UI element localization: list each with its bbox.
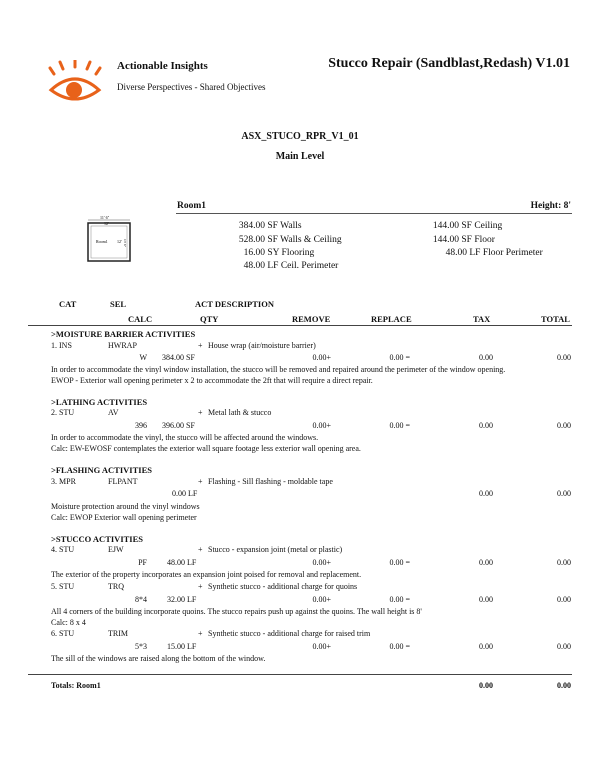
measurement-label: SF Walls xyxy=(267,221,302,231)
line-item-sel: AV xyxy=(108,408,119,417)
line-item-remove: 0.00+ xyxy=(312,642,331,651)
company-name: Actionable Insights xyxy=(117,60,208,72)
line-item-note: Calc: 8 x 4 xyxy=(51,618,86,627)
col-header-cat: CAT xyxy=(59,299,77,309)
line-item-qty: 396.00 SF xyxy=(162,421,195,430)
line-item-calc: 8*4 xyxy=(135,595,147,604)
line-item-description: Flashing - Sill flashing - moldable tape xyxy=(208,477,333,486)
measurement-label: LF Ceil. Perimeter xyxy=(267,261,339,271)
room-name: Room1 xyxy=(177,201,207,211)
measurement-value: 144.00 xyxy=(432,221,459,231)
line-item-description: House wrap (air/moisture barrier) xyxy=(208,341,316,350)
line-item-sel: TRIM xyxy=(108,629,128,638)
room-height: Height: 8' xyxy=(530,201,571,211)
line-item-sel: HWRAP xyxy=(108,341,137,350)
totals-total: 0.00 xyxy=(557,681,571,690)
line-item-qty: 15.00 LF xyxy=(167,642,197,651)
measurement-row xyxy=(228,261,338,271)
totals-label: Totals: Room1 xyxy=(51,681,101,690)
line-item-tax: 0.00 xyxy=(479,353,493,362)
line-item-act: + xyxy=(198,629,203,638)
line-item-qty: 32.00 LF xyxy=(167,595,197,604)
line-item-tax: 0.00 xyxy=(479,642,493,651)
line-item-number: 4. STU xyxy=(51,545,75,554)
line-item-note: The sill of the windows are raised along the bottom of the window. xyxy=(51,654,266,663)
sketch-room-label: Room1 xyxy=(96,239,108,244)
measurement-label: SF Walls & Ceiling xyxy=(267,235,342,245)
measurement-label: SF Floor xyxy=(461,235,495,245)
line-item-replace: 0.00 = xyxy=(389,421,410,430)
line-item-note: The exterior of the property incorporates an expansion joint poised for removal and replacement. xyxy=(51,570,362,579)
document-title: Stucco Repair (Sandblast,Redash) V1.01 xyxy=(328,56,570,71)
line-item-number: 2. STU xyxy=(51,408,75,417)
measurement-value: 528.00 xyxy=(238,235,265,245)
line-item-total: 0.00 xyxy=(557,642,571,651)
col-header-sel: SEL xyxy=(110,299,127,309)
line-item-act: + xyxy=(198,341,203,350)
section-title: >LATHING ACTIVITIES xyxy=(51,397,148,407)
line-item-description: Metal lath & stucco xyxy=(208,408,272,417)
line-item-description: Synthetic stucco - additional charge for raised trim xyxy=(208,629,371,638)
line-item-act: + xyxy=(198,545,203,554)
line-item-remove: 0.00+ xyxy=(312,353,331,362)
line-item-note: In order to accommodate the vinyl, the stucco will be affected around the windows. xyxy=(51,433,319,442)
measurement-row xyxy=(228,248,314,258)
line-item-sel: EJW xyxy=(108,545,124,554)
line-item-remove: 0.00+ xyxy=(312,595,331,604)
line-item-calc: 5*3 xyxy=(135,642,147,651)
line-item-calc: PF xyxy=(138,558,147,567)
col-header-tax: TAX xyxy=(473,314,491,324)
line-item-replace: 0.00 = xyxy=(389,642,410,651)
line-item-note: All 4 corners of the building incorporate quoins. The stucco repairs push up against the quoins. The wall height is 8' xyxy=(51,607,422,616)
measurement-label: SF Ceiling xyxy=(461,221,503,231)
line-item-tax: 0.00 xyxy=(479,421,493,430)
measurement-row xyxy=(422,221,502,231)
col-header-act-description: ACT DESCRIPTION xyxy=(195,299,274,309)
line-item-calc: W xyxy=(139,353,147,362)
measurement-value: 144.00 xyxy=(432,235,459,245)
line-item-remove: 0.00+ xyxy=(312,558,331,567)
line-item-calc: 396 xyxy=(135,421,147,430)
line-item-note: EWOP - Exterior wall opening perimeter x 2 to accommodate the 2ft that will require a direct repair. xyxy=(51,376,373,385)
section-title: >STUCCO ACTIVITIES xyxy=(51,534,143,544)
section-title: >FLASHING ACTIVITIES xyxy=(51,465,152,475)
line-item-note: Moisture protection around the vinyl windows xyxy=(51,502,200,511)
line-item-total: 0.00 xyxy=(557,421,571,430)
measurement-row xyxy=(422,235,495,245)
line-item-qty: 0.00 LF xyxy=(172,489,198,498)
line-item-number: 1. INS xyxy=(51,341,72,350)
line-item-act: + xyxy=(198,408,203,417)
sketch-top-dim: 11' 6" xyxy=(100,215,110,220)
measurement-row xyxy=(228,235,342,245)
line-item-sel: FLPANT xyxy=(108,477,138,486)
line-item-note: Calc: EWOP Exterior wall opening perimeter xyxy=(51,513,197,522)
sketch-inner-dim: 12' xyxy=(104,221,109,226)
room-divider xyxy=(176,213,572,214)
line-item-act: + xyxy=(198,477,203,486)
level-name: Main Level xyxy=(275,151,325,162)
line-item-number: 6. STU xyxy=(51,629,75,638)
line-item-note: In order to accommodate the vinyl window installation, the stucco will be removed and repaired around the perimeter of the window opening. xyxy=(51,365,506,374)
measurement-row xyxy=(422,248,543,258)
col-header-remove: REMOVE xyxy=(292,314,331,324)
line-item-sel: TRQ xyxy=(108,582,124,591)
line-item-note: Calc: EW-EWOSF contemplates the exterior wall square footage less exterior wall opening area. xyxy=(51,444,361,453)
totals-divider xyxy=(28,674,572,675)
line-item-number: 3. MPR xyxy=(51,477,76,486)
measurement-value: 384.00 xyxy=(238,221,265,231)
col-header-total: TOTAL xyxy=(541,314,570,324)
line-item-replace: 0.00 = xyxy=(389,595,410,604)
line-item-qty: 48.00 LF xyxy=(167,558,197,567)
line-item-tax: 0.00 xyxy=(479,489,493,498)
estimate-name: ASX_STUCO_RPR_V1_01 xyxy=(241,131,359,142)
measurement-label: SY Flooring xyxy=(267,248,315,258)
totals-tax: 0.00 xyxy=(479,681,493,690)
line-item-act: + xyxy=(198,582,203,591)
eye-logo-icon xyxy=(47,60,103,108)
sketch-right-dim: 13' 6" xyxy=(123,239,127,248)
room-sketch xyxy=(82,215,138,265)
measurement-value: 48.00 xyxy=(243,261,265,271)
section-title: >MOISTURE BARRIER ACTIVITIES xyxy=(51,329,196,339)
line-item-total: 0.00 xyxy=(557,595,571,604)
sketch-side-dim: 12' xyxy=(117,239,122,244)
company-tagline: Diverse Perspectives - Shared Objectives xyxy=(117,82,266,92)
line-item-tax: 0.00 xyxy=(479,595,493,604)
measurement-value: 48.00 xyxy=(445,248,467,258)
line-item-description: Synthetic stucco - additional charge for quoins xyxy=(208,582,358,591)
line-item-total: 0.00 xyxy=(557,558,571,567)
line-item-total: 0.00 xyxy=(557,353,571,362)
line-item-qty: 384.00 SF xyxy=(162,353,195,362)
line-item-description: Stucco - expansion joint (metal or plastic) xyxy=(208,545,343,554)
measurement-label: LF Floor Perimeter xyxy=(469,248,543,258)
line-item-replace: 0.00 = xyxy=(389,353,410,362)
measurement-row xyxy=(228,221,302,231)
measurement-value: 16.00 xyxy=(243,248,265,258)
line-item-number: 5. STU xyxy=(51,582,75,591)
header-divider xyxy=(28,325,572,326)
line-item-remove: 0.00+ xyxy=(312,421,331,430)
line-item-replace: 0.00 = xyxy=(389,558,410,567)
line-item-total: 0.00 xyxy=(557,489,571,498)
col-header-qty: QTY xyxy=(200,314,219,324)
col-header-replace: REPLACE xyxy=(371,314,412,324)
line-item-tax: 0.00 xyxy=(479,558,493,567)
col-header-calc: CALC xyxy=(128,314,153,324)
